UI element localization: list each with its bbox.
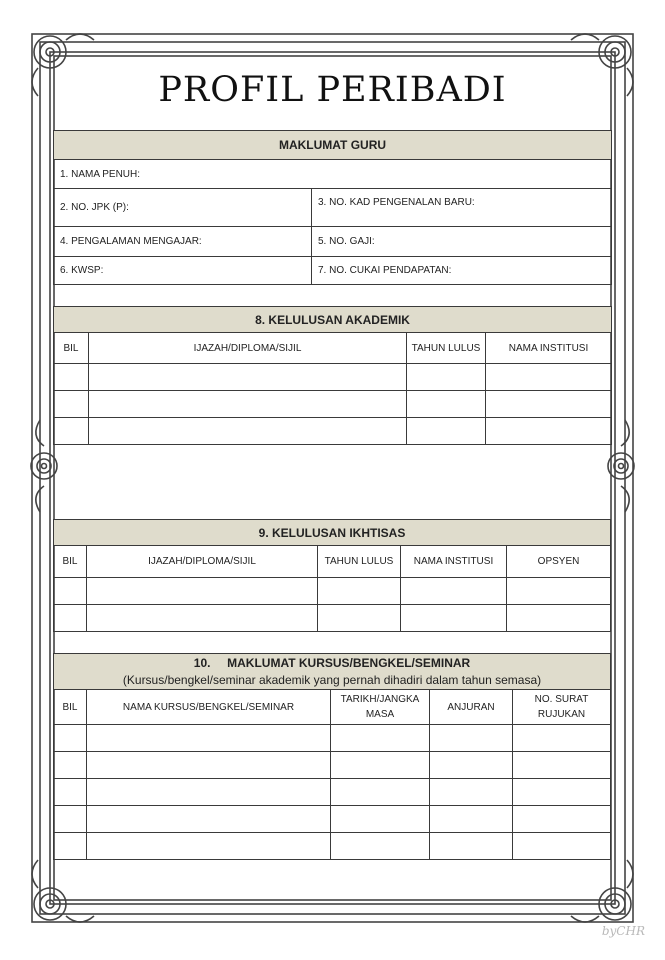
table-row	[54, 833, 611, 860]
section-header: 8. KELULUSAN AKADEMIK	[54, 307, 612, 333]
table-row	[54, 806, 611, 833]
section-header: 9. KELULUSAN IKHTISAS	[54, 520, 611, 546]
table-row	[54, 725, 611, 752]
table-row	[54, 578, 611, 605]
column-header: ANJURAN	[430, 690, 513, 725]
column-header: BIL	[54, 333, 89, 364]
page-title: PROFIL PERIBADI	[158, 70, 507, 110]
teacher-info-table	[53, 130, 612, 285]
field-no-gaji[interactable]: 5. NO. GAJI:	[312, 227, 612, 257]
watermark: byCHR	[601, 924, 645, 938]
table-row	[54, 752, 611, 779]
column-header: NO. SURAT RUJUKAN	[513, 690, 611, 725]
column-header: NAMA KURSUS/BENGKEL/SEMINAR	[87, 690, 331, 725]
section-header: MAKLUMAT GURU	[54, 131, 612, 160]
field-kwsp[interactable]: 6. KWSP:	[54, 257, 312, 285]
column-header: NAMA INSTITUSI	[486, 333, 612, 364]
column-header: TAHUN LULUS	[407, 333, 486, 364]
section-subheader: (Kursus/bengkel/seminar akademik yang pernah dihadiri dalam tahun semasa)	[122, 672, 542, 687]
field-pengalaman[interactable]: 4. PENGALAMAN MENGAJAR:	[54, 227, 312, 257]
table-row	[54, 779, 611, 806]
column-header: TAHUN LULUS	[318, 546, 401, 578]
field-cukai[interactable]: 7. NO. CUKAI PENDAPATAN:	[312, 257, 612, 285]
field-no-kad-pengenalan[interactable]: 3. NO. KAD PENGENALAN BARU:	[312, 189, 612, 227]
professional-table	[53, 519, 611, 632]
table-row	[54, 418, 612, 445]
table-row	[54, 605, 611, 632]
courses-table	[53, 653, 611, 860]
table-row	[54, 364, 612, 391]
column-header: IJAZAH/DIPLOMA/SIJIL	[87, 546, 318, 578]
column-header: IJAZAH/DIPLOMA/SIJIL	[89, 333, 407, 364]
column-header: TARIKH/JANGKA MASA	[331, 690, 430, 725]
academic-table	[53, 306, 612, 445]
column-header: BIL	[54, 546, 87, 578]
field-nama-penuh[interactable]: 1. NAMA PENUH:	[54, 160, 612, 189]
column-header: NAMA INSTITUSI	[401, 546, 507, 578]
table-row	[54, 391, 612, 418]
section-header: 10. MAKLUMAT KURSUS/BENGKEL/SEMINAR	[193, 655, 471, 670]
field-no-jpk[interactable]: 2. NO. JPK (P):	[54, 189, 312, 227]
column-header: BIL	[54, 690, 87, 725]
column-header: OPSYEN	[507, 546, 611, 578]
